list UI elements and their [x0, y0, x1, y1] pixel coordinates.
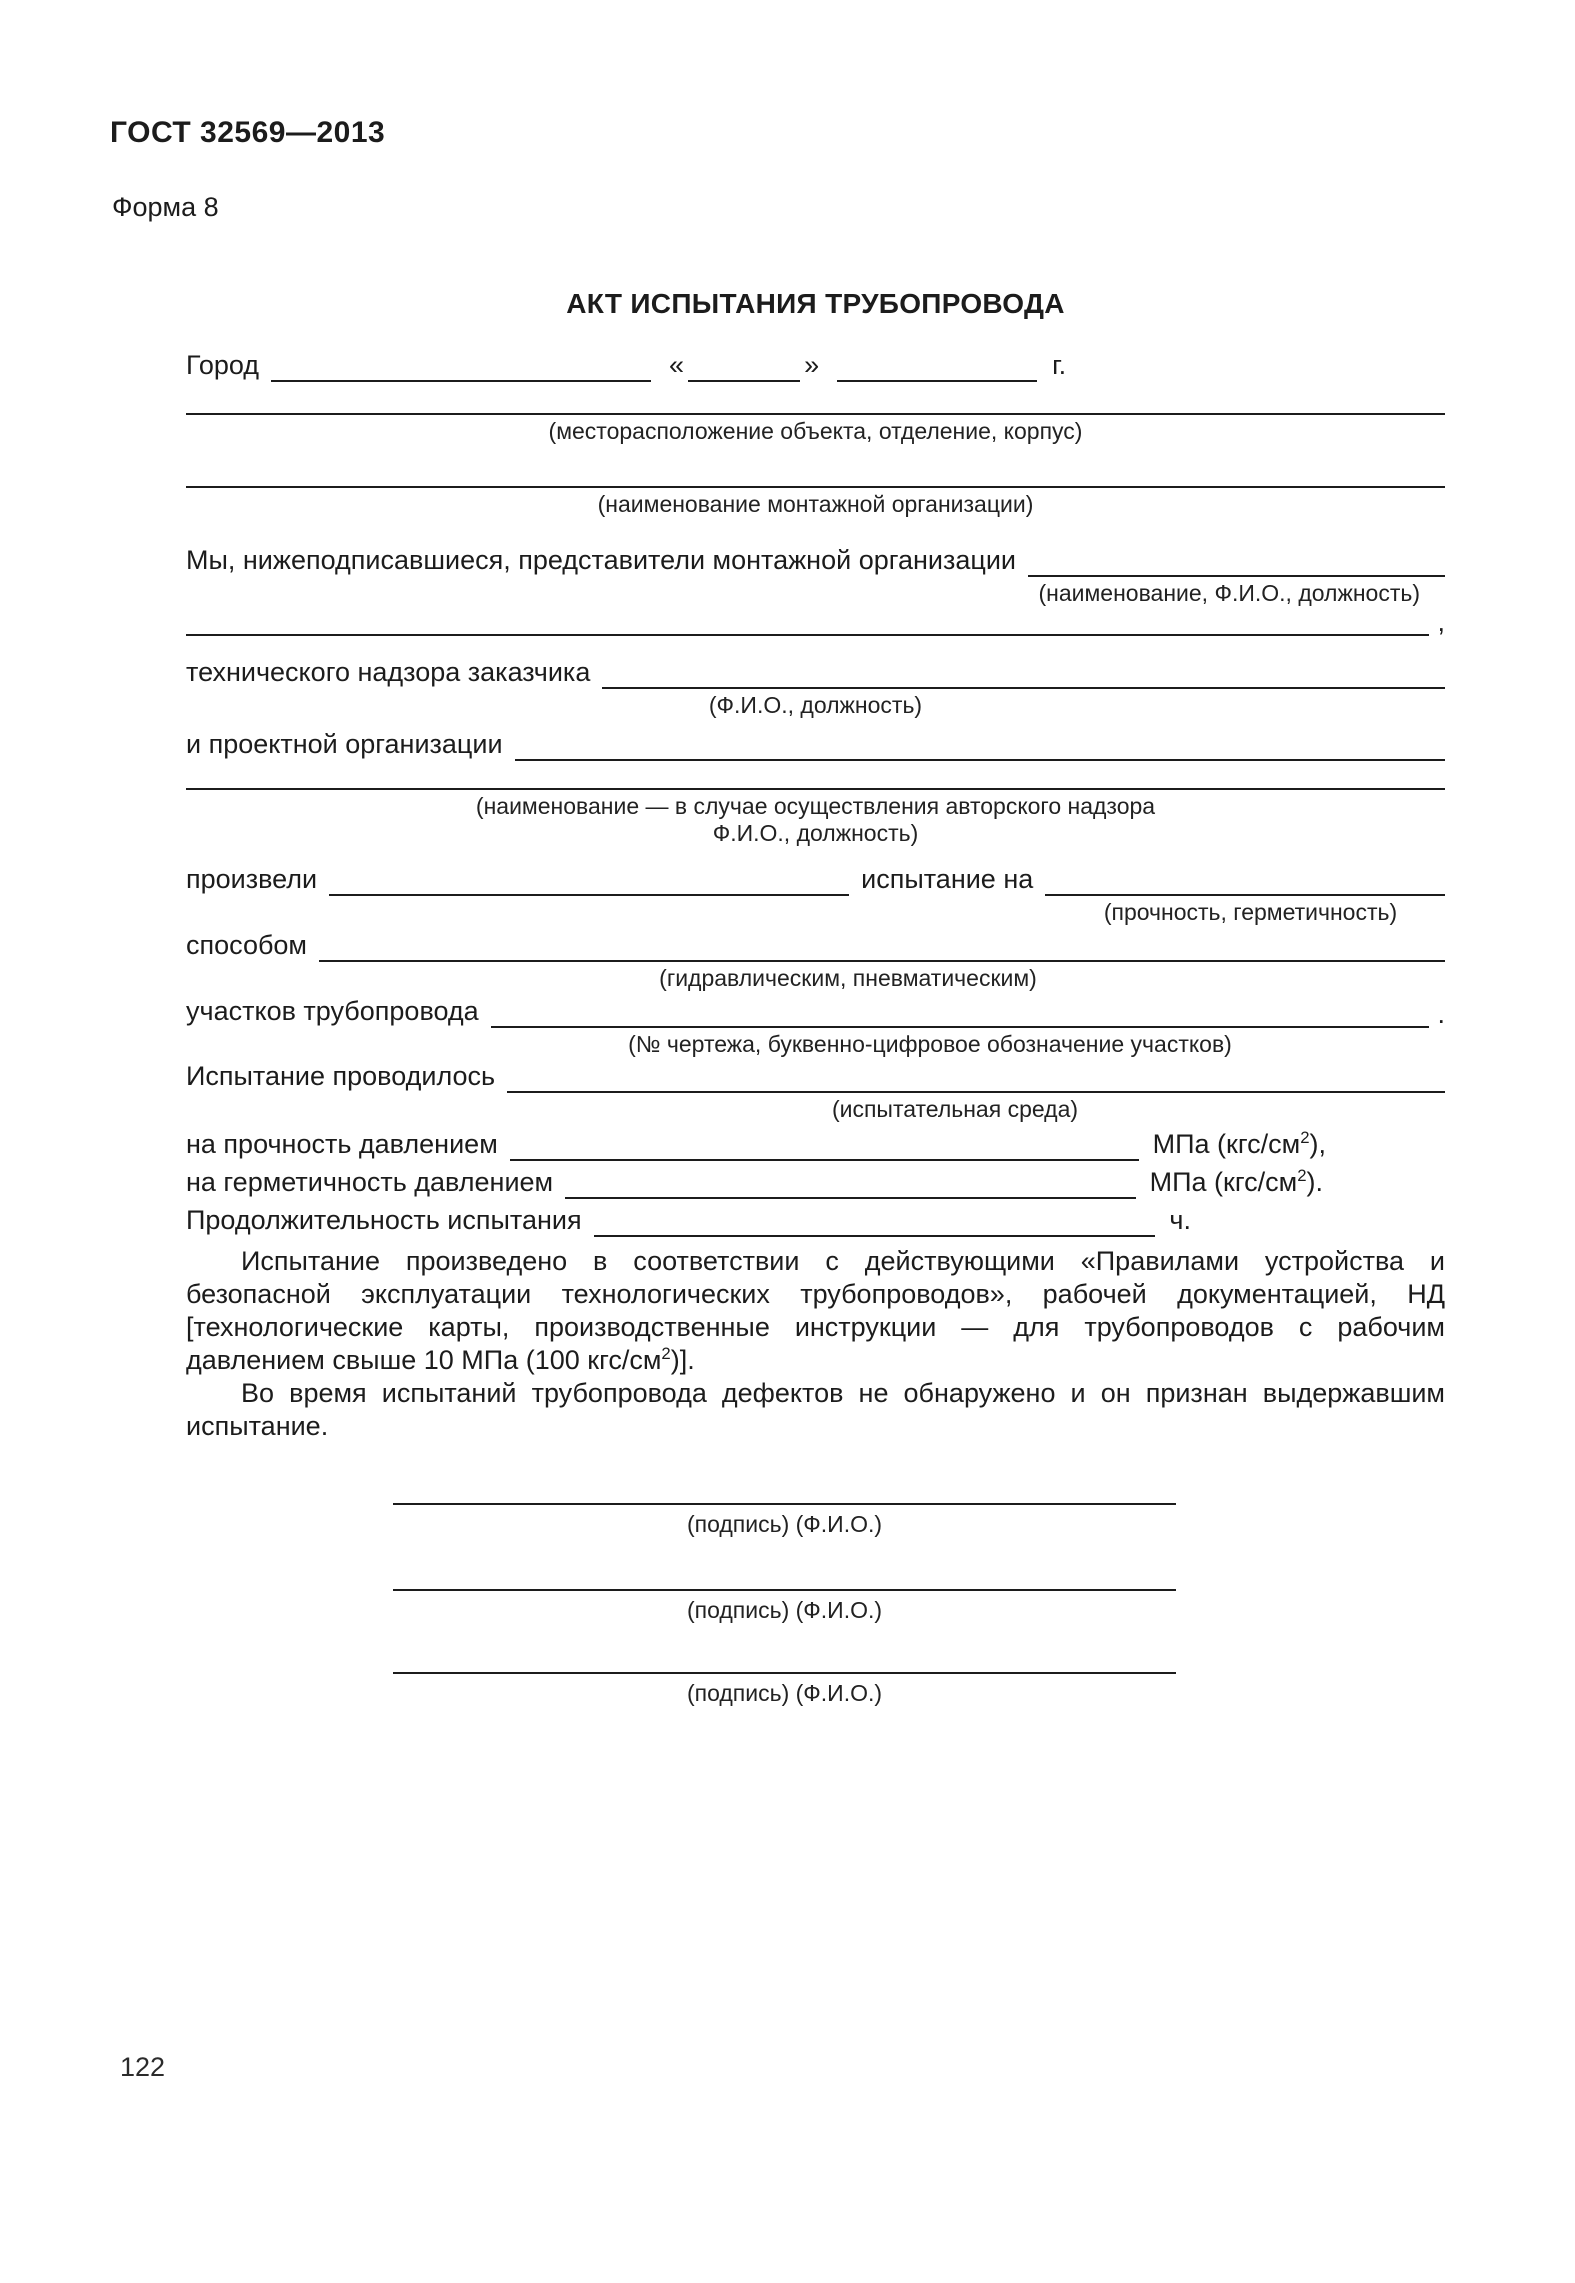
sections-row — [186, 994, 1445, 1028]
method-label: способом — [186, 930, 307, 960]
trailing-comma: , — [1437, 607, 1445, 637]
city-input-line[interactable] — [271, 350, 651, 382]
signature-caption: (подпись) (Ф.И.О.) — [686, 1597, 883, 1623]
medium-row — [186, 1059, 1445, 1093]
performed-label: произвели — [186, 864, 318, 894]
tech-supervision-line[interactable] — [602, 657, 1445, 689]
location-line[interactable] — [186, 382, 1445, 415]
design-org-continuation-line[interactable] — [186, 761, 1445, 790]
test-conducted-label: Испытание проводилось — [186, 1061, 496, 1091]
test-on-label: испытание на — [861, 864, 1034, 894]
design-org-caption-line2: Ф.И.О., должность) — [712, 820, 919, 846]
duration-line[interactable] — [594, 1205, 1156, 1237]
location-caption: (месторасположение объекта, отделение, корпус) — [548, 418, 1083, 444]
tightness-pressure-unit: МПа $(кгс/см^2)$. — [1149, 1166, 1323, 1197]
tightness-pressure-row — [186, 1165, 1323, 1199]
date-day-line[interactable] — [688, 350, 800, 382]
continuation-row — [186, 609, 1445, 636]
signature-caption: (подпись) (Ф.И.О.) — [686, 1680, 883, 1706]
we-statement-label: Мы, нижеподписавшиеся, представители монтажной организации — [186, 545, 1017, 575]
method-row — [186, 928, 1445, 962]
duration-label: Продолжительность испытания — [186, 1205, 582, 1235]
signature-block — [393, 1589, 1176, 1624]
gost-standard-label: ГОСТ 32569—2013 — [110, 116, 386, 149]
representative-input-line[interactable] — [1028, 545, 1445, 577]
performed-input-line[interactable] — [329, 864, 849, 896]
mounting-org-line[interactable] — [186, 445, 1445, 488]
medium-caption: (испытательная среда) — [831, 1096, 1079, 1122]
medium-line[interactable] — [507, 1061, 1445, 1093]
signature-block — [393, 1503, 1176, 1538]
result-paragraph: Во время испытаний трубопровода дефектов не обнаружено и он признан выдержавшим испытание. — [186, 1378, 1445, 1441]
performed-row — [186, 862, 1445, 896]
open-quote: « — [669, 350, 685, 380]
design-org-line[interactable] — [515, 729, 1445, 761]
strength-pressure-unit: МПа $(кгс/см^2)$, — [1152, 1128, 1326, 1159]
signature-line[interactable] — [393, 1503, 1176, 1505]
sections-period: . — [1437, 999, 1445, 1029]
signature-caption: (подпись) (Ф.И.О.) — [686, 1511, 883, 1537]
date-month-line[interactable] — [837, 350, 1037, 382]
mounting-org-caption: (наименование монтажной организации) — [597, 491, 1034, 517]
signature-line[interactable] — [393, 1589, 1176, 1591]
hours-unit: ч. — [1169, 1205, 1191, 1235]
sections-label: участков трубопровода — [186, 996, 479, 1026]
strength-pressure-line[interactable] — [510, 1129, 1139, 1161]
city-label: Город — [186, 350, 260, 380]
form-body — [186, 287, 1445, 1707]
method-caption: (гидравлическим, пневматическим) — [659, 965, 1037, 991]
tightness-pressure-label: на герметичность давлением — [186, 1167, 554, 1197]
test-type-line[interactable] — [1045, 864, 1445, 896]
tightness-pressure-line[interactable] — [565, 1167, 1136, 1199]
close-quote: » — [804, 350, 820, 380]
sections-caption: (№ чертежа, буквенно-цифровое обозначение участков) — [628, 1031, 1232, 1057]
duration-row — [186, 1203, 1191, 1237]
fio-caption: (Ф.И.О., должность) — [708, 692, 923, 718]
test-type-caption: (прочность, герметичность) — [1103, 899, 1398, 925]
page-number: 122 — [120, 2052, 166, 2082]
tech-supervision-row — [186, 655, 1445, 689]
representative-caption: (наименование, Ф.И.О., должность) — [1038, 580, 1420, 606]
signature-block — [393, 1672, 1176, 1707]
signature-line[interactable] — [393, 1672, 1176, 1674]
design-org-label: и проектной организации — [186, 729, 503, 759]
design-org-caption-line1: (наименование — в случае осуществления авторского надзора — [475, 793, 1156, 819]
year-suffix: г. — [1052, 350, 1067, 380]
city-date-row — [186, 348, 1445, 382]
document-title: АКТ ИСПЫТАНИЯ ТРУБОПРОВОДА — [566, 288, 1065, 319]
tech-supervision-label: технического надзора заказчика — [186, 657, 591, 687]
strength-pressure-label: на прочность давлением — [186, 1129, 498, 1159]
continuation-line[interactable] — [186, 617, 1429, 636]
compliance-paragraph: Испытание произведено в соответствии с действующими «Правилами устройства и безопасной эксплуатации технологических трубопроводов», рабочей документацией, НД [технологические карты, производственные инструкции — для трубопроводов с рабочим давлением свыше 10 МПа (100 кгс/$см^2$)]. — [186, 1246, 1445, 1375]
strength-pressure-row — [186, 1127, 1326, 1161]
we-statement-row — [186, 543, 1445, 577]
design-org-row — [186, 727, 1445, 761]
method-line[interactable] — [319, 930, 1445, 962]
sections-line[interactable] — [491, 996, 1430, 1028]
form-number-label: Форма 8 — [112, 192, 219, 222]
